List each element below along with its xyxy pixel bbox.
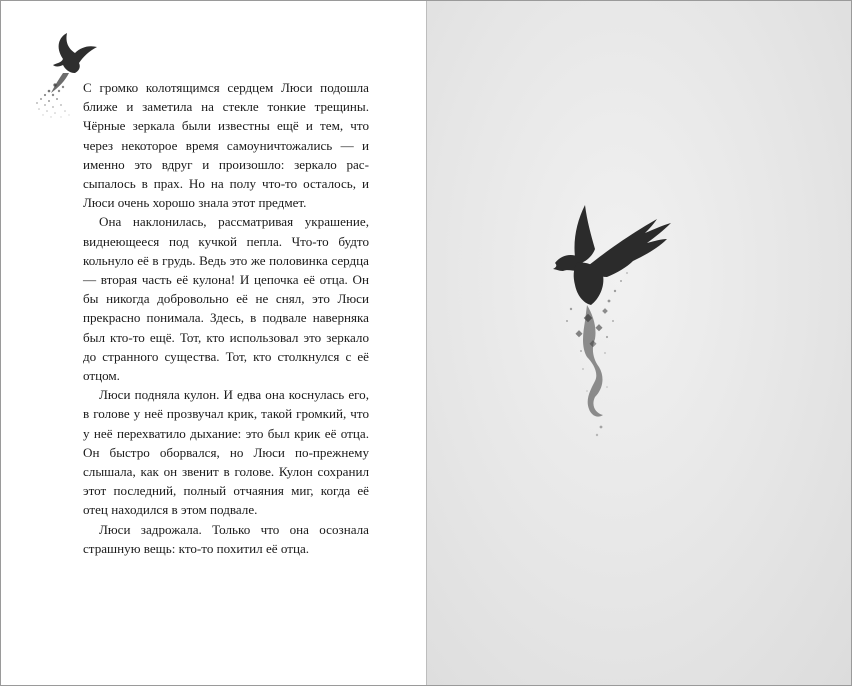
left-page bbox=[1, 1, 425, 685]
paragraph-2: Она наклонилась, рассматривая украшение, виднеющееся под кучкой пепла. Что-то будто кольнуло её в грудь. Ведь это же половинка сердца — вторая часть её кулона! И цепочка её отца. Он бы никогда добровольно её не снял, это Люси прекрасно понимала. Здесь, в подвале наверняка был кто-то ещё. Тот, кто использовал это зеркало до странного существа. Тот, кто столкнулся с её отцом. bbox=[83, 214, 369, 384]
right-page bbox=[426, 1, 852, 685]
paragraph-1: С громко колотящимся сердцем Люси подошла ближе и заметила на стекле тонкие трещины. Чёрные зеркала были известны ещё и тем, что через некоторое время самоуничтожались — и именно это вдруг и произошло: зеркало рассыпалось в прах. Но на полу что-то осталось, и Люси очень хорошо знала этот предмет. bbox=[83, 80, 369, 211]
paragraph-3: Люси подняла кулон. И едва она коснулась его, в голове у неё прозвучал крик, такой громкий, что у неё перехватило дыхание: это был крик её отца. Он быстро оборвался, но Люси по-прежнему слышала, как он звенит в голове. Кулон сохранил этот последний, полный отчаяния миг, когда её отец находился в этом подвале. bbox=[83, 387, 369, 518]
raven-illustration-icon bbox=[537, 191, 697, 451]
body-text bbox=[83, 78, 369, 558]
paragraph-4: Люси задрожала. Только что она осознала страшную вещь: кто-то похитил её отца. bbox=[83, 521, 369, 556]
